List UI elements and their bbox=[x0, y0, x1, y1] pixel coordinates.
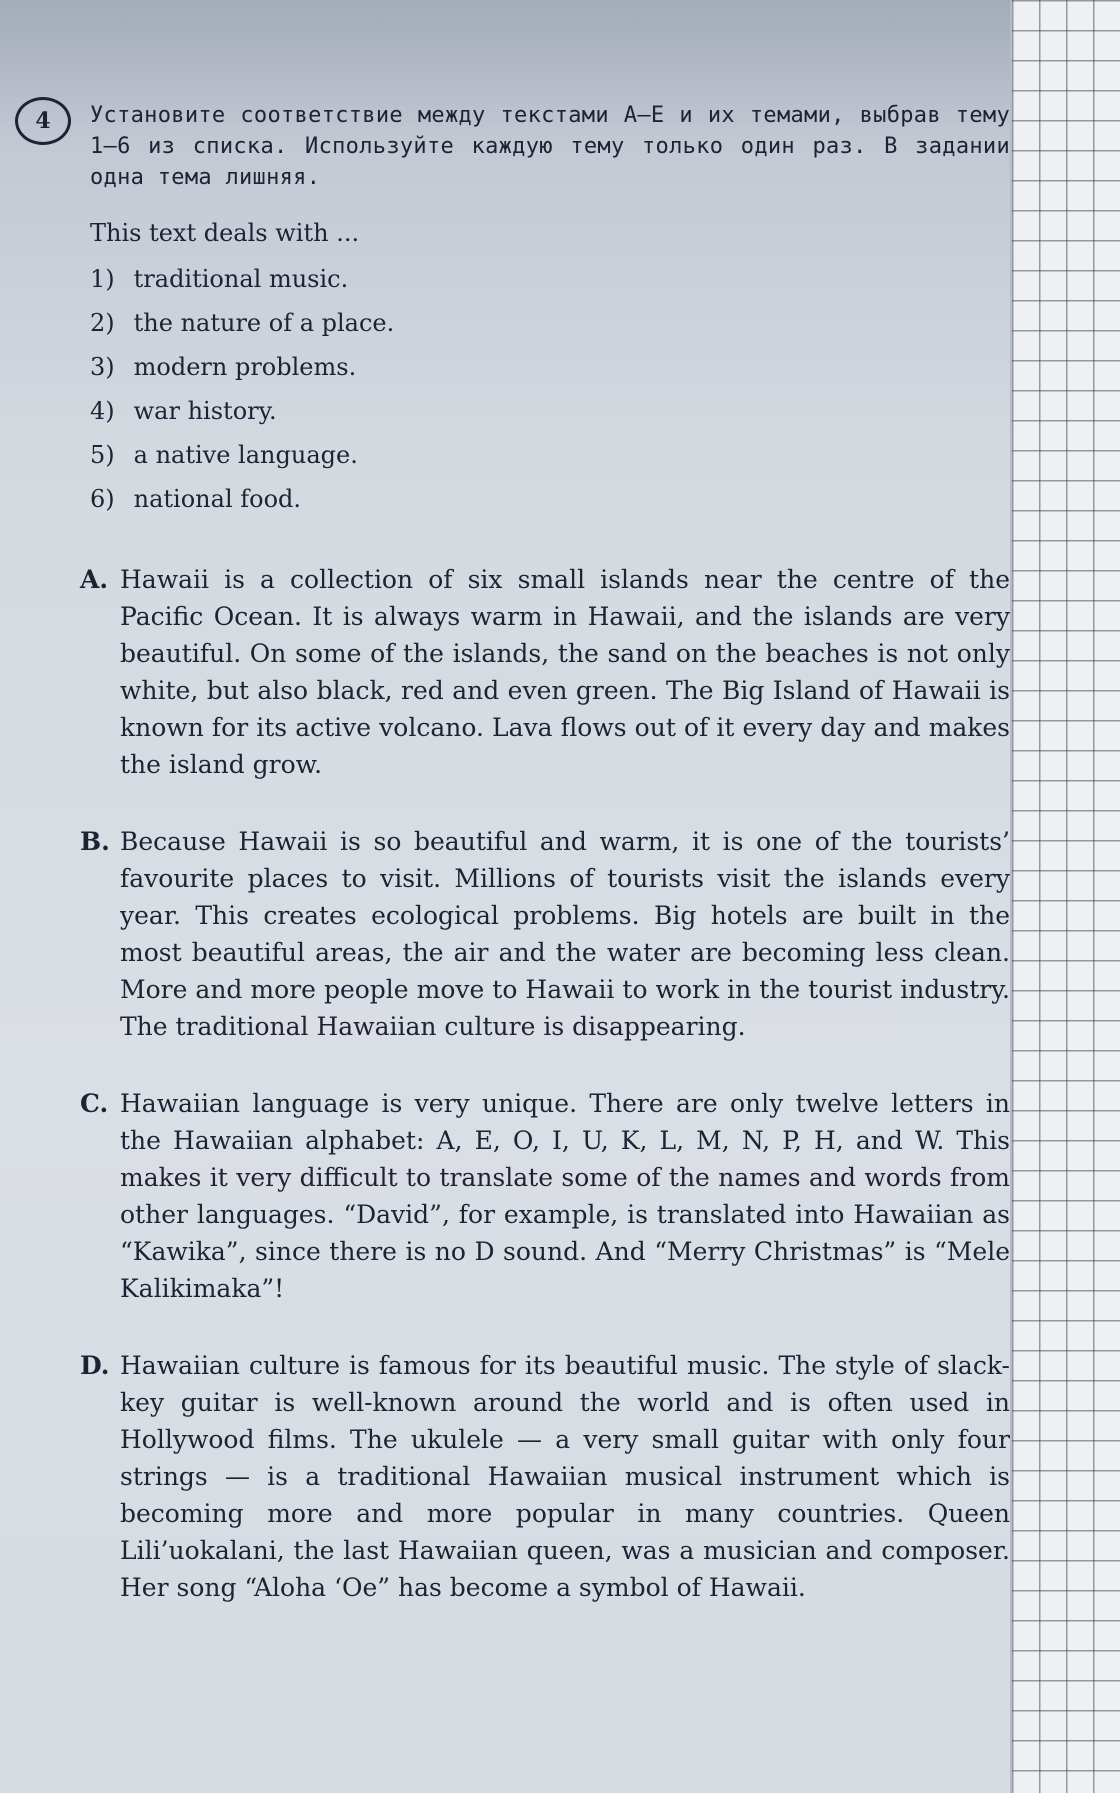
text-letter: D. bbox=[80, 1351, 110, 1380]
task-instructions: Установите соответствие между текстами А–Е и их темами, выбрав тему 1–6 из списка. Используйте каждую тему только один раз. В задании одна тема лишняя. bbox=[90, 103, 1010, 190]
text-letter: A. bbox=[80, 565, 109, 594]
text-body: Because Hawaii is so beautiful and warm, it is one of the tourists’ favourite places to visit. Millions of tourists visit the islands every year. This creates ecological problems. Big hotels are built in the most beautiful areas, the air and the water are becoming less clean. More and more people move to Hawaii to work in the tourist industry. The traditional Hawaiian culture is disappearing. bbox=[120, 827, 1010, 1041]
themes-list bbox=[90, 257, 1010, 521]
theme-item bbox=[90, 301, 1010, 345]
task-number-badge: 4 bbox=[15, 97, 71, 145]
theme-item bbox=[90, 345, 1010, 389]
theme-item bbox=[90, 257, 1010, 301]
text-letter: C. bbox=[80, 1089, 109, 1118]
theme-item bbox=[90, 389, 1010, 433]
text-d bbox=[80, 1347, 1010, 1606]
text-letter: B. bbox=[80, 827, 110, 856]
theme-text: traditional music. bbox=[133, 265, 349, 293]
theme-number: 5) bbox=[90, 441, 115, 469]
theme-number: 4) bbox=[90, 397, 115, 425]
theme-text: war history. bbox=[133, 397, 277, 425]
text-c bbox=[80, 1085, 1010, 1307]
theme-item bbox=[90, 477, 1010, 521]
theme-number: 6) bbox=[90, 485, 115, 513]
text-body: Hawaiian language is very unique. There are only twelve letters in the Hawaiian alphabet: A, E, O, I, U, K, L, M, N, P, H, and W. This makes it very difficult to translate some of the names and words from other languages. “David”, for example, is translated into Hawaiian as “Kawika”, since there is no D sound. And “Merry Christmas” is “Mele Kalikimaka”! bbox=[120, 1089, 1010, 1303]
theme-text: a native language. bbox=[133, 441, 358, 469]
theme-text: the nature of a place. bbox=[133, 309, 395, 337]
task-content bbox=[80, 100, 1010, 1646]
themes-lead: This text deals with ... bbox=[90, 219, 360, 247]
theme-number: 2) bbox=[90, 309, 115, 337]
text-b bbox=[80, 823, 1010, 1045]
theme-number: 3) bbox=[90, 353, 115, 381]
text-body: Hawaiian culture is famous for its beautiful music. The style of slack-key guitar is well-known around the world and is often used in Hollywood films. The ukulele — a very small guitar with only four strings — is a traditional Hawaiian musical instrument which is becoming more and more popular in many countries. Queen Lili’uokalani, the last Hawaiian queen, was a musician and composer. Her song “Aloha ‘Oe” has become a symbol of Hawaii. bbox=[120, 1351, 1010, 1602]
text-body: Hawaii is a collection of six small islands near the centre of the Pacific Ocean. It is always warm in Hawaii, and the islands are very beautiful. On some of the islands, the sand on the beaches is not only white, but also black, red and even green. The Big Island of Hawaii is known for its active volcano. Lava flows out of it every day and makes the island grow. bbox=[120, 565, 1010, 779]
theme-text: modern problems. bbox=[133, 353, 357, 381]
theme-item bbox=[90, 433, 1010, 477]
theme-number: 1) bbox=[90, 265, 115, 293]
answer-grid-margin bbox=[1010, 0, 1120, 1793]
text-a bbox=[80, 561, 1010, 783]
theme-text: national food. bbox=[133, 485, 302, 513]
